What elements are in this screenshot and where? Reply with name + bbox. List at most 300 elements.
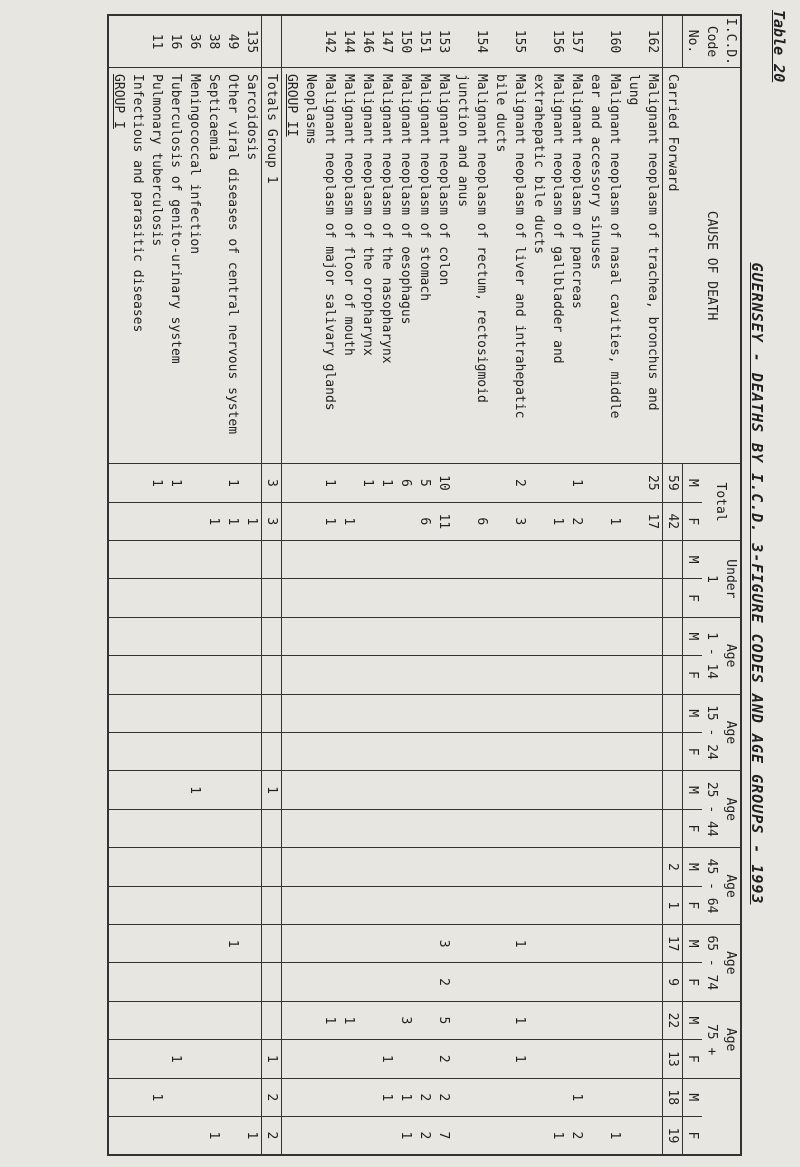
- count-cell: [567, 963, 586, 1001]
- count-cell: [434, 656, 453, 694]
- count-cell: [643, 732, 663, 770]
- count-cell: [491, 886, 510, 924]
- age-header-3-b: 25 - 44: [702, 771, 721, 848]
- count-cell: [586, 464, 605, 502]
- count-cell: [223, 540, 242, 578]
- count-cell: [529, 464, 548, 502]
- count-cell: [472, 1078, 491, 1116]
- count-cell: [624, 656, 643, 694]
- count-cell: 1: [510, 1040, 529, 1078]
- icd-code: [491, 15, 510, 68]
- count-cell: [415, 617, 434, 655]
- count-cell: [567, 694, 586, 732]
- count-cell: [605, 656, 624, 694]
- count-cell: [108, 579, 128, 617]
- count-cell: [242, 963, 262, 1001]
- count-cell: [586, 886, 605, 924]
- count-cell: [548, 656, 567, 694]
- count-cell: [415, 848, 434, 886]
- count-cell: [548, 540, 567, 578]
- count-cell: 6: [472, 502, 491, 540]
- count-cell: [548, 617, 567, 655]
- count-cell: [491, 502, 510, 540]
- count-cell: [358, 694, 377, 732]
- count-cell: [166, 656, 185, 694]
- count-cell: 1: [358, 464, 377, 502]
- age-header-4-b: 45 - 64: [702, 848, 721, 925]
- cause-of-death: ear and accessory sinuses: [586, 68, 605, 464]
- count-cell: [128, 924, 147, 962]
- count-cell: [643, 809, 663, 847]
- count-cell: 3: [262, 464, 282, 502]
- count-cell: [204, 848, 223, 886]
- count-cell: [185, 694, 204, 732]
- female-header: F: [683, 1040, 703, 1078]
- count-cell: [223, 1078, 242, 1116]
- count-cell: [548, 732, 567, 770]
- count-cell: [529, 732, 548, 770]
- count-cell: [434, 886, 453, 924]
- group-heading: GROUP I: [108, 68, 128, 464]
- table-row: [453, 15, 472, 1155]
- count-cell: [529, 848, 548, 886]
- icd-code: 16: [166, 15, 185, 68]
- count-cell: 1: [166, 1040, 185, 1078]
- count-cell: [643, 848, 663, 886]
- count-cell: [282, 1078, 302, 1116]
- count-cell: [529, 886, 548, 924]
- count-cell: [453, 464, 472, 502]
- count-cell: [567, 809, 586, 847]
- count-cell: [605, 1001, 624, 1039]
- table-row: [586, 15, 605, 1155]
- age-header-0-b: 1: [702, 540, 721, 617]
- count-cell: [320, 1116, 339, 1155]
- cause-of-death: Malignant neoplasm of nasal cavities, middle: [605, 68, 624, 464]
- count-cell: [605, 579, 624, 617]
- count-cell: [415, 886, 434, 924]
- count-cell: [491, 1040, 510, 1078]
- count-cell: [223, 579, 242, 617]
- count-cell: [510, 771, 529, 809]
- count-cell: [491, 617, 510, 655]
- count-cell: [377, 732, 396, 770]
- count-cell: [223, 886, 242, 924]
- count-cell: [223, 1001, 242, 1039]
- count-cell: [185, 963, 204, 1001]
- count-cell: [339, 1116, 358, 1155]
- count-cell: [605, 1040, 624, 1078]
- cause-of-death: Malignant neoplasm of stomach: [415, 68, 434, 464]
- count-cell: [223, 771, 242, 809]
- count-cell: 1: [242, 502, 262, 540]
- count-cell: [282, 1116, 302, 1155]
- count-cell: 1: [185, 771, 204, 809]
- count-cell: [529, 694, 548, 732]
- count-cell: 1: [147, 1078, 166, 1116]
- cause-of-death: lung: [624, 68, 643, 464]
- count-cell: [605, 886, 624, 924]
- count-cell: 1: [605, 1116, 624, 1155]
- count-cell: [586, 502, 605, 540]
- icd-code: 154: [472, 15, 491, 68]
- count-cell: [396, 771, 415, 809]
- count-cell: [415, 963, 434, 1001]
- cause-of-death: Other viral diseases of central nervous system: [223, 68, 242, 464]
- count-cell: 1: [320, 464, 339, 502]
- count-cell: [491, 656, 510, 694]
- count-cell: [377, 1001, 396, 1039]
- count-cell: [223, 617, 242, 655]
- count-cell: [643, 579, 663, 617]
- count-cell: [339, 656, 358, 694]
- count-cell: [377, 924, 396, 962]
- count-cell: [624, 464, 643, 502]
- count-cell: [301, 502, 320, 540]
- count-cell: [586, 540, 605, 578]
- deaths-table: [107, 14, 742, 1156]
- carried-forward-value: [663, 694, 683, 732]
- count-cell: [301, 848, 320, 886]
- count-cell: 1: [204, 1116, 223, 1155]
- count-cell: 7: [434, 1116, 453, 1155]
- page-title: GUERNSEY - DEATHS BY I.C.D. 3-FIGURE CODES AND AGE GROUPS - 1993: [748, 262, 766, 905]
- count-cell: [624, 579, 643, 617]
- carried-forward-value: 22: [663, 1001, 683, 1039]
- count-cell: [185, 1078, 204, 1116]
- count-cell: [529, 656, 548, 694]
- count-cell: [605, 540, 624, 578]
- count-cell: [605, 617, 624, 655]
- table-row: [242, 15, 262, 1155]
- count-cell: [185, 656, 204, 694]
- count-cell: [472, 540, 491, 578]
- count-cell: [434, 694, 453, 732]
- count-cell: [166, 809, 185, 847]
- count-cell: [643, 1116, 663, 1155]
- count-cell: [128, 848, 147, 886]
- cause-of-death: Malignant neoplasm of oesophagus: [396, 68, 415, 464]
- female-header: F: [683, 732, 703, 770]
- count-cell: 1: [396, 1116, 415, 1155]
- count-cell: [510, 694, 529, 732]
- cause-of-death: Malignant neoplasm of liver and intrahepatic: [510, 68, 529, 464]
- count-cell: [339, 886, 358, 924]
- table-row: [147, 15, 166, 1155]
- count-cell: [605, 848, 624, 886]
- table-row: [262, 15, 282, 1155]
- icd-code: 153: [434, 15, 453, 68]
- count-cell: [472, 579, 491, 617]
- count-cell: 2: [415, 1116, 434, 1155]
- count-cell: [377, 1116, 396, 1155]
- count-cell: [166, 540, 185, 578]
- count-cell: [262, 848, 282, 886]
- count-cell: [567, 924, 586, 962]
- count-cell: 5: [434, 1001, 453, 1039]
- count-cell: [320, 579, 339, 617]
- male-header: M: [683, 617, 703, 655]
- count-cell: [415, 809, 434, 847]
- count-cell: [108, 848, 128, 886]
- female-header: F: [683, 502, 703, 540]
- count-cell: [529, 617, 548, 655]
- count-cell: [301, 771, 320, 809]
- count-cell: [339, 617, 358, 655]
- count-cell: [434, 809, 453, 847]
- count-cell: 1: [223, 502, 242, 540]
- count-cell: [339, 771, 358, 809]
- count-cell: [242, 771, 262, 809]
- count-cell: [643, 963, 663, 1001]
- count-cell: [282, 540, 302, 578]
- count-cell: [643, 1078, 663, 1116]
- male-header: M: [683, 694, 703, 732]
- count-cell: [510, 579, 529, 617]
- carried-forward-value: [663, 809, 683, 847]
- count-cell: [108, 1116, 128, 1155]
- count-cell: [282, 579, 302, 617]
- count-cell: [586, 579, 605, 617]
- count-cell: [262, 886, 282, 924]
- count-cell: [643, 924, 663, 962]
- count-cell: [185, 1040, 204, 1078]
- icd-code: [586, 15, 605, 68]
- count-cell: [586, 617, 605, 655]
- count-cell: 1: [147, 464, 166, 502]
- count-cell: [108, 1040, 128, 1078]
- count-cell: [204, 924, 223, 962]
- count-cell: [301, 963, 320, 1001]
- count-cell: [147, 924, 166, 962]
- count-cell: [472, 1116, 491, 1155]
- count-cell: [320, 732, 339, 770]
- cause-of-death: Malignant neoplasm of floor of mouth: [339, 68, 358, 464]
- age-header-5-a: Age: [721, 924, 741, 1001]
- count-cell: [510, 1078, 529, 1116]
- count-cell: [510, 617, 529, 655]
- count-cell: [223, 1040, 242, 1078]
- count-cell: [108, 656, 128, 694]
- icd-header-3: No.: [683, 15, 703, 68]
- count-cell: 2: [434, 963, 453, 1001]
- count-cell: [108, 924, 128, 962]
- age-header-1-b: 1 - 14: [702, 617, 721, 694]
- count-cell: [472, 694, 491, 732]
- icd-code: 160: [605, 15, 624, 68]
- count-cell: [567, 771, 586, 809]
- count-cell: [567, 1040, 586, 1078]
- count-cell: [108, 464, 128, 502]
- count-cell: [128, 809, 147, 847]
- count-cell: [643, 771, 663, 809]
- count-cell: 1: [377, 1078, 396, 1116]
- count-cell: [491, 1078, 510, 1116]
- count-cell: [147, 502, 166, 540]
- cause-of-death: extrahepatic bile ducts: [529, 68, 548, 464]
- count-cell: [185, 1116, 204, 1155]
- count-cell: [586, 1001, 605, 1039]
- count-cell: [624, 694, 643, 732]
- count-cell: [358, 771, 377, 809]
- age-header-3-a: Age: [721, 771, 741, 848]
- count-cell: 1: [339, 1001, 358, 1039]
- count-cell: [223, 694, 242, 732]
- count-cell: [282, 924, 302, 962]
- icd-code: 144: [339, 15, 358, 68]
- count-cell: [529, 1116, 548, 1155]
- count-cell: [262, 540, 282, 578]
- count-cell: [339, 732, 358, 770]
- count-cell: [643, 1040, 663, 1078]
- count-cell: [567, 540, 586, 578]
- count-cell: [453, 656, 472, 694]
- count-cell: [147, 579, 166, 617]
- icd-code: [301, 15, 320, 68]
- count-cell: [358, 848, 377, 886]
- count-cell: [320, 1078, 339, 1116]
- count-cell: [282, 1001, 302, 1039]
- count-cell: [358, 732, 377, 770]
- count-cell: [529, 924, 548, 962]
- count-cell: [643, 1001, 663, 1039]
- count-cell: [301, 656, 320, 694]
- count-cell: [147, 886, 166, 924]
- count-cell: [643, 694, 663, 732]
- count-cell: [358, 809, 377, 847]
- count-cell: [339, 1078, 358, 1116]
- count-cell: [108, 1078, 128, 1116]
- count-cell: [204, 963, 223, 1001]
- count-cell: [567, 732, 586, 770]
- cause-of-death: Tuberculosis of genito-urinary system: [166, 68, 185, 464]
- count-cell: [301, 1078, 320, 1116]
- count-cell: [108, 617, 128, 655]
- cause-of-death: Malignant neoplasm of the oropharynx: [358, 68, 377, 464]
- count-cell: [472, 1040, 491, 1078]
- count-cell: [358, 1040, 377, 1078]
- count-cell: [242, 579, 262, 617]
- count-cell: [491, 694, 510, 732]
- count-cell: 1: [262, 1040, 282, 1078]
- count-cell: [472, 848, 491, 886]
- count-cell: [358, 1001, 377, 1039]
- table-row: [567, 15, 586, 1155]
- count-cell: [282, 963, 302, 1001]
- count-cell: [242, 1001, 262, 1039]
- count-cell: [605, 809, 624, 847]
- count-cell: [377, 886, 396, 924]
- count-cell: [605, 963, 624, 1001]
- count-cell: 1: [377, 1040, 396, 1078]
- count-cell: [586, 1078, 605, 1116]
- carried-forward-value: 13: [663, 1040, 683, 1078]
- count-cell: [320, 771, 339, 809]
- icd-code: 151: [415, 15, 434, 68]
- count-cell: [624, 1116, 643, 1155]
- count-cell: [510, 732, 529, 770]
- count-cell: [510, 540, 529, 578]
- count-cell: [434, 771, 453, 809]
- count-cell: [128, 1116, 147, 1155]
- count-cell: [605, 732, 624, 770]
- carried-forward-value: [663, 540, 683, 578]
- count-cell: [396, 579, 415, 617]
- cause-of-death: Malignant neoplasm of gallbladder and: [548, 68, 567, 464]
- count-cell: [472, 1001, 491, 1039]
- count-cell: 1: [242, 1116, 262, 1155]
- count-cell: [548, 809, 567, 847]
- count-cell: [491, 771, 510, 809]
- count-cell: 1: [166, 464, 185, 502]
- count-cell: [548, 771, 567, 809]
- count-cell: [301, 924, 320, 962]
- count-cell: [586, 924, 605, 962]
- cf-code: [663, 15, 683, 68]
- count-cell: [586, 694, 605, 732]
- icd-code: 146: [358, 15, 377, 68]
- count-cell: [147, 732, 166, 770]
- female-header: F: [683, 963, 703, 1001]
- count-cell: 10: [434, 464, 453, 502]
- table-row: [548, 15, 567, 1155]
- count-cell: [242, 464, 262, 502]
- count-cell: [185, 886, 204, 924]
- count-cell: [624, 963, 643, 1001]
- count-cell: 3: [396, 1001, 415, 1039]
- count-cell: [624, 540, 643, 578]
- count-cell: [204, 732, 223, 770]
- icd-code: 155: [510, 15, 529, 68]
- table-row: [396, 15, 415, 1155]
- count-cell: [128, 963, 147, 1001]
- carried-forward-value: [663, 617, 683, 655]
- count-cell: [223, 809, 242, 847]
- count-cell: [282, 771, 302, 809]
- icd-code: 11: [147, 15, 166, 68]
- count-cell: [548, 579, 567, 617]
- count-cell: [166, 579, 185, 617]
- count-cell: [377, 579, 396, 617]
- count-cell: [282, 809, 302, 847]
- count-cell: [567, 1001, 586, 1039]
- male-header: M: [683, 1078, 703, 1116]
- count-cell: [510, 963, 529, 1001]
- count-cell: [624, 502, 643, 540]
- table-row: [529, 15, 548, 1155]
- count-cell: [166, 617, 185, 655]
- male-header: M: [683, 1001, 703, 1039]
- count-cell: [377, 848, 396, 886]
- count-cell: [262, 963, 282, 1001]
- count-cell: [301, 1040, 320, 1078]
- count-cell: [166, 502, 185, 540]
- count-cell: [453, 502, 472, 540]
- count-cell: [320, 924, 339, 962]
- count-cell: [262, 579, 282, 617]
- count-cell: [358, 540, 377, 578]
- count-cell: [529, 502, 548, 540]
- count-cell: [128, 617, 147, 655]
- count-cell: [396, 732, 415, 770]
- count-cell: [510, 886, 529, 924]
- count-cell: [185, 502, 204, 540]
- count-cell: [510, 848, 529, 886]
- count-cell: 1: [510, 1001, 529, 1039]
- count-cell: [242, 924, 262, 962]
- count-cell: [128, 694, 147, 732]
- count-cell: [548, 694, 567, 732]
